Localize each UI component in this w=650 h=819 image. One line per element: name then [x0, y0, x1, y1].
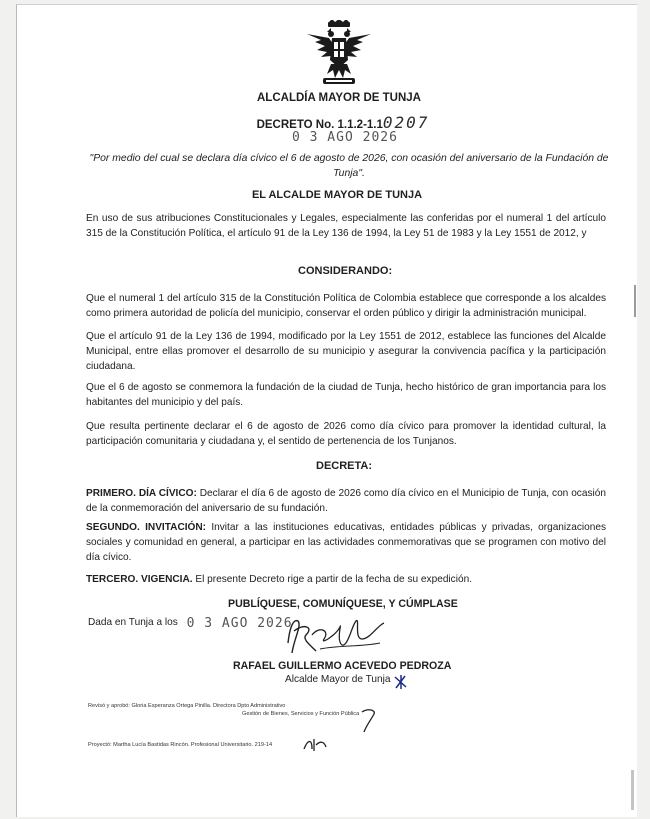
scan-edge-mark — [634, 285, 636, 317]
projected-by-line: Proyectó: Martha Lucía Bastidas Rincón. Profesional Universitario. 219-14 — [88, 742, 273, 748]
office-title: ALCALDÍA MAYOR DE TUNJA — [257, 92, 421, 104]
considerando-heading: CONSIDERANDO: — [298, 265, 393, 277]
article-label: TERCERO. VIGENCIA. — [86, 574, 193, 585]
article-text: Declarar el día 6 de agosto de 2026 como día cívico en el Municipio de Tunja, con ocasión de la conmemoración del aniversario de su fundación. — [86, 488, 606, 514]
decreta-heading: DECRETA: — [316, 460, 373, 472]
decree-subject: "Por medio del cual se declara día cívico el 6 de agosto de 2026, con ocasión del aniversario de la Fundación de Tunja". — [89, 153, 609, 179]
signer-title: Alcalde Mayor de Tunja — [285, 674, 391, 685]
publiquese-line: PUBLÍQUESE, COMUNÍQUESE, Y CÚMPLASE — [228, 598, 458, 610]
decree-number: DECRETO No. 1.1.2-1.1 — [256, 119, 383, 131]
considerando-paragraph: Que el 6 de agosto se conmemora la fundación de la ciudad de Tunja, hecho histórico de gran importancia para los habitantes del municipio y del país. — [86, 382, 606, 408]
date-stamp: 0 3 AGO 2026 — [292, 130, 398, 145]
article-tercero — [86, 573, 606, 588]
reviewed-by-dependency: Gestión de Bienes, Servicios y Función Pública — [242, 711, 360, 717]
article-segundo — [86, 521, 606, 566]
article-text: Invitar a las instituciones educativas, entidades públicas y privadas, organizaciones sociales y comunidad en general, a participar en las actividades conmemorativas que se programen con motivo del día cívico. — [86, 522, 606, 563]
signer-name: RAFAEL GUILLERMO ACEVEDO PEDROZA — [233, 660, 452, 672]
article-label: SEGUNDO. INVITACIÓN: — [86, 522, 207, 533]
article-primero — [86, 487, 606, 517]
article-label: PRIMERO. DÍA CÍVICO: — [86, 488, 197, 499]
given-prefix: Dada en Tunja a los — [88, 617, 178, 628]
signature-icon — [280, 605, 390, 665]
decree-handwritten-number: 0207 — [382, 113, 430, 132]
considerando-paragraph: Que el numeral 1 del artículo 315 de la Constitución Política de Colombia establece que corresponde a los alcaldes como primera autoridad de policía del municipio, conservar el orden público y dirigir la administración municipal. — [86, 293, 606, 319]
initials-icon — [358, 706, 380, 734]
considerando-paragraph: Que resulta pertinente declarar el 6 de agosto de 2026 como día cívico para promover la identidad cultural, la participación comunitaria y ciudadana y, el sentido de pertenencia de los Tunjanos. — [86, 421, 606, 447]
given-line — [88, 614, 293, 629]
crest-icon — [305, 20, 373, 88]
scan-edge-mark — [631, 770, 634, 810]
article-text: El presente Decreto rige a partir de la fecha de su expedición. — [195, 574, 472, 585]
considerando-paragraph: Que el artículo 91 de la Ley 136 de 1994, modificado por la Ley 1551 de 2012, establece las funciones del Alcalde Municipal, entre ellas promover el desarrollo de su municipio y asegurar la convivencia pacífica y la participación ciudadana. — [86, 331, 606, 372]
authority-heading: EL ALCALDE MAYOR DE TUNJA — [251, 189, 423, 201]
preamble: En uso de sus atribuciones Constitucionales y Legales, especialmente las conferidas por el numeral 1 del artículo 315 de la Constitución Política, el artículo 91 de la Ley 136 de 1994, la Ley 51 de 1983 y la Ley 1551 de 2012, y — [86, 213, 606, 239]
reviewed-by-line: Revisó y aprobó: Gloria Esperanza Ortega Pinilla. Directora Dpto Administrativo — [88, 703, 286, 709]
initials-icon — [392, 673, 410, 691]
initials-icon — [302, 735, 328, 753]
given-date-stamp: 0 3 AGO 2026 — [186, 616, 293, 631]
